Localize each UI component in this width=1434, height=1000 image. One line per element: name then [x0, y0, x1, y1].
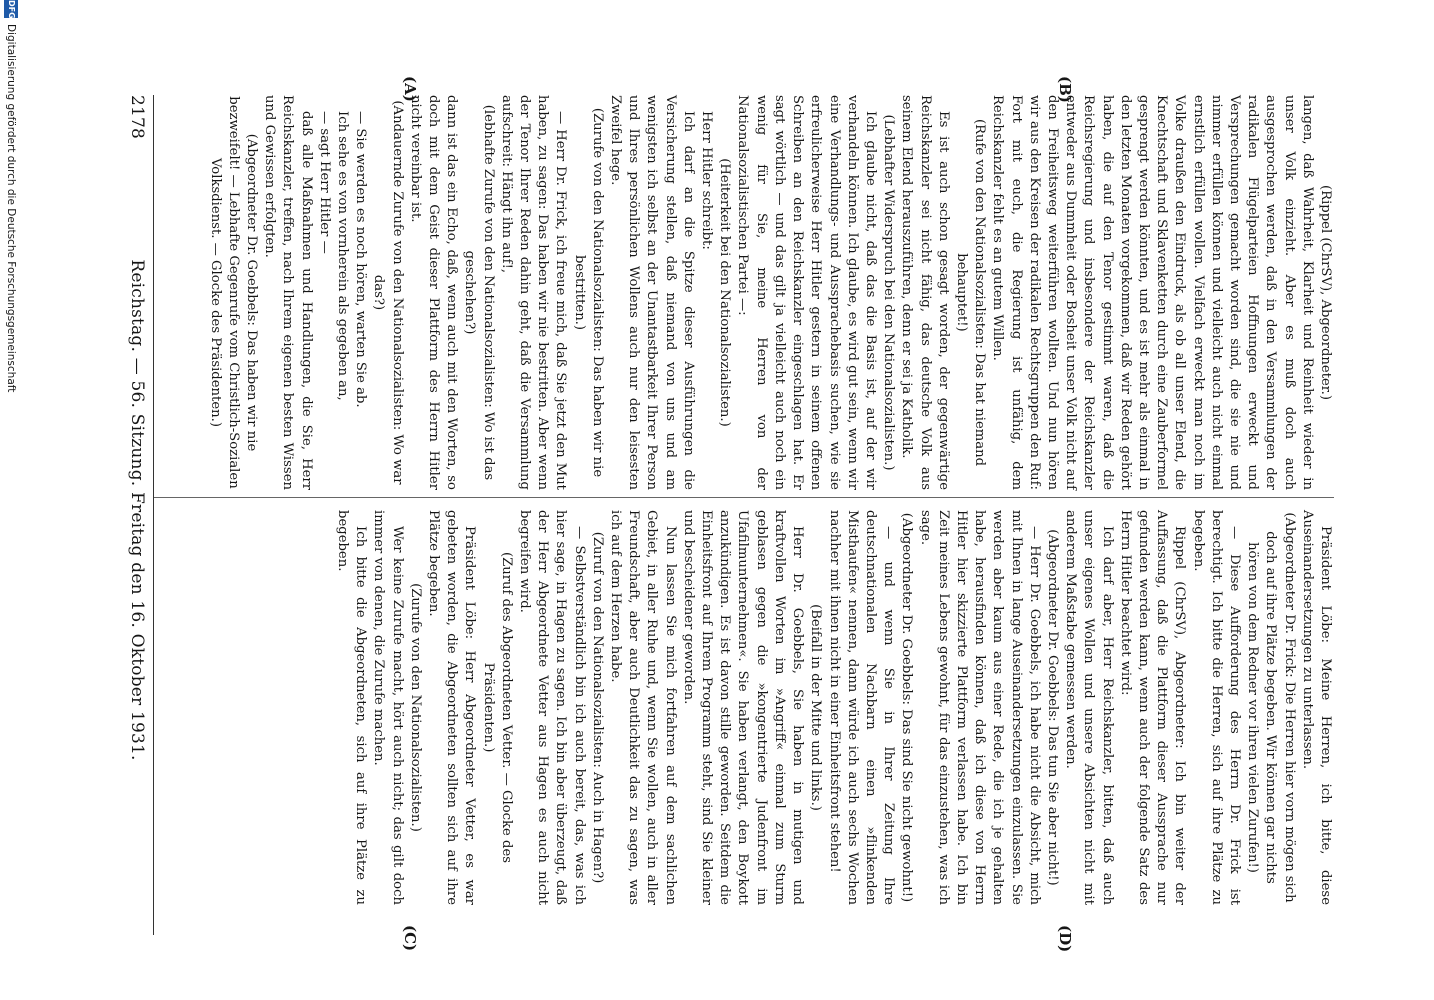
interjection: (Abgeordneter Dr. Goebbels: Das haben wir nie bezweifelt! — Lebhafte Gegenrufe vom Christlich-Sozialen Volksdienst. — Glocke des Präsidenten.) [207, 96, 260, 489]
margin-mark-a: (A) [401, 76, 419, 102]
quotation: Ich darf an die Spitze dieser Ausführungen die Versicherung stellen, daß niemand von uns und am wenigsten ich selbst an der Unantastbarkeit Ihrer Person und Ihres persönlichen Wollens auch nur den leisesten Zweifel hege. [608, 95, 696, 490]
paragraph: — sagt Herr Hitler — [316, 111, 332, 254]
header-rule [153, 95, 154, 935]
paragraph: Ich bitte die Abgeordneten, sich auf ihre Plätze zu begeben. [335, 510, 369, 905]
left-column [164, 95, 1334, 490]
interjection: (lebhafte Zurufe von den Nationalsozialisten: Wo ist das geschehen?) [462, 104, 496, 481]
paragraph: Wer keine Zurufe macht, hört auch nicht; das gilt doch immer von denen, die Zurufe machen. [371, 510, 405, 905]
paragraph: Herr Hitler schreibt: [699, 111, 715, 250]
paragraph: — Herr Dr. Frick, ich freue mich, daß Sie jetzt den Mut haben, zu sagen: Das haben wir nie bestritten. Aber wenn der Tenor Ihrer Reden dahin geht, daß die Versammlung aufschreit: Hängt ihn auf!, [498, 95, 569, 490]
interjection: (Lebhafter Widerspruch bei den Nationalsozialisten.) [881, 114, 897, 471]
interjection: (Beifall in der Mitte und links.) [808, 604, 824, 811]
margin-mark-c: (C) [401, 925, 419, 952]
paragraph: — Diese Aufforderung des Herrn Dr. Frick ist berechtigt. Ich bitte die Herren, sich auf ihre Plätze zu begeben. [1190, 510, 1242, 905]
paragraph: langen, daß Wahrheit, Klarheit und Reinheit wieder in unser Volk einzieht. Aber es muß doch auch ausgesprochen werden, daß in den Versammlungen der radikalen Flügelparteien Hoffnungen erweckt und Versprechungen gemacht worden sind, die sie nie und nimmer erfüllen können und vielleicht auch nicht einmal ernstlich erfüllen wollen. Vielfach erweckt man noch im Volke draußen den Eindruck, als ob all unser Elend, die Knechtschaft und Sklavenketten durch eine Zauberformel gesprengt werden könnten, und es ist mehr als einmal in den letzten Monaten vorgekommen, daß wir Reden gehört haben, die auf den Tenor gestimmt waren, daß die Reichsregierung und insbesondere der Reichskanzler entweder aus Dummheit oder Bosheit unser Volk nicht auf den Freiheitsweg weiterführen wollten. Und nun hören wir aus den Kreisen der radikalen Rechtsgruppen den Ruf: Fort mit euch, die Regierung ist unfähig, dem Reichskanzler fehlt es an gutem Willen. [990, 95, 1315, 490]
interjection: (Abgeordneter Dr. Goebbels: Das sind Sie nicht gewohnt!) [899, 512, 915, 903]
paragraph: — und wenn Sie in Ihrer Zeitung Ihre deutschnationalen Nachbarn einen »flinkenden Misthaufen« nennen, dann würde ich auch sechs Wochen nachher mit ihnen nicht in einer Einheitsfront stehen! [826, 510, 897, 905]
interjection: (Abgeordneter Dr. Goebbels: Das tun Sie aber nicht!) [1044, 529, 1060, 886]
column-divider [154, 497, 1334, 498]
paragraph: — Selbstverständlich bin ich auch bereit, das, was ich hier sage, in Hagen zu sagen. Ich bin aber überzeugt, daß der Herr Abgeordnete Vetter aus Hagen es auch nicht begreifen wird. [517, 510, 587, 905]
page-header [125, 95, 149, 925]
margin-mark-d: (D) [1056, 925, 1074, 953]
interjection: (Andauernde Zurufe von den Nationalsozialisten: Wo war das?) [371, 100, 405, 485]
interjection: (Zuruf des Abgeordneten Vetter. — Glocke des Präsidenten.) [480, 551, 514, 864]
interjection: (Zurufe von den Nationalsozialisten.) [407, 583, 423, 832]
paragraph: dann ist das ein Echo, daß, wenn auch mit den Worten, so doch mit dem Geist dieser Plattform des Herrn Hitler nicht vereinbar ist. [407, 95, 460, 490]
paragraph: (Rippel (ChrSV), Abgeordneter.) [1318, 185, 1333, 400]
paragraph: Nun lassen Sie mich fortfahren auf dem sachlichen Gebiet, in aller Ruhe und, wenn Sie wollen, auch in aller Freundschaft, aber auch Deutlichkeit das zu sagen, was ich auf dem Herzen habe. [608, 510, 678, 905]
paragraph: Herr Dr. Goebbels, Sie haben in mutigen und kraftvollen Worten im »Angriff« einmal zum Sturm geblasen gegen die »kongentrierte Judenfront im Ufafilmunternehmen«. Sie haben verlangt, den Boykott anzukündigen. Es ist davon stille geworden. Seitdem die Einheitsfront auf Ihrem Programm steht, sind Sie kleiner und bescheidener geworden. [680, 510, 806, 905]
interjection: (Zurufe von den Nationalsozialisten: Das haben wir nie bestritten.) [571, 107, 605, 478]
quotation: Ich sehe es von vornherein als gegeben an, [335, 111, 351, 401]
right-column [164, 510, 1334, 905]
paragraph: Es ist auch schon gesagt worden, der gegenwärtige Reichskanzler sei nicht fähig, das deutsche Volk aus seinem Elend herauszuführen, denn er sei ja Katholik. [899, 95, 951, 490]
interjection: (Rufe von den Nationalsozialisten: Das hat niemand behauptet!) [953, 118, 988, 467]
paragraph: Präsident Löbe: Meine Herren, ich bitte, diese Auseinandersetzungen zu unterlassen. [1299, 510, 1333, 905]
interjection: (Heiterkeit bei den Nationalsozialisten.) [717, 158, 733, 427]
footer-credit: Digitalisierung gefördert durch die Deutsche Forschungsgemeinschaft [5, 24, 17, 393]
paragraph: Ich glaube nicht, daß das die Basis ist, auf der wir verhandeln können. Ich glaube, es wird gut sein, wenn wir eine Verhandlungs- und Aussprachebasis suchen, wie sie erfreulicherweise Herr Hitler gestern in seinem offenen Schreiben an den Reichskanzler eingeschlagen hat. Er sagt wörtlich — und das gilt ja vielleicht auch noch ein wenig für Sie, meine Herren von der Nationalsozialistischen Partei —: [735, 95, 878, 490]
paragraph: — Herr Dr. Goebbels, ich habe nicht die Absicht, mich mit Ihnen in lange Auseinandersetzungen einzulassen. Sie werden aber kaum aus einer Rede, die ich je gehalten habe, herausfinden können, daß ich diese von Herrn Hitler hier skizzierte Plattform verlassen habe. Ich bin Zeit meines Lebens gewohnt, für das einzustehen, was ich sage. [917, 510, 1042, 905]
paragraph: — Sie werden es noch hören, warten Sie ab. [353, 111, 369, 408]
interjection: (Abgeordneter Dr. Frick: Die Herren hier vorn mögen sich doch auf ihre Plätze begeben. Wir können gar nichts hören von dem Redner vor ihren vielen Zurufen!) [1245, 512, 1297, 903]
paragraph: Rippel (ChrSV), Abgeordneter: Ich bin weiter der Auffassung, daß die Plattform dieser Aussprache nur gefunden werden kann, wenn auch der folgende Satz des Herrn Hitler beachtet wird: [1117, 510, 1188, 905]
interjection: (Zuruf von den Nationalsozialisten: Auch in Hagen?) [589, 531, 605, 884]
paragraph: Präsident Löbe: Herr Abgeordneter Vetter, es war gebeten worden, die Abgeordneten sollten sich auf ihre Plätze begeben. [426, 510, 478, 905]
margin-mark-b: (B) [1056, 76, 1074, 103]
dfg-logo: DFG [4, 0, 18, 18]
page-number: 2178 [127, 95, 147, 140]
quotation: daß alle Maßnahmen und Handlungen, die Sie, Herr Reichskanzler, treffen, nach Ihrem eigenen besten Wissen und Gewissen erfolgten. [262, 95, 314, 490]
quotation: Ich darf aber, Herr Reichskanzler, bitten, daß auch unser eigenes Wollen und unsere Absichten nicht mit anderem Maßstabe gemessen werden. [1063, 510, 1115, 905]
footer [0, 0, 22, 1000]
page-title: Reichstag. — 56. Sitzung. Freitag den 16. Oktober 1931. [127, 259, 147, 761]
